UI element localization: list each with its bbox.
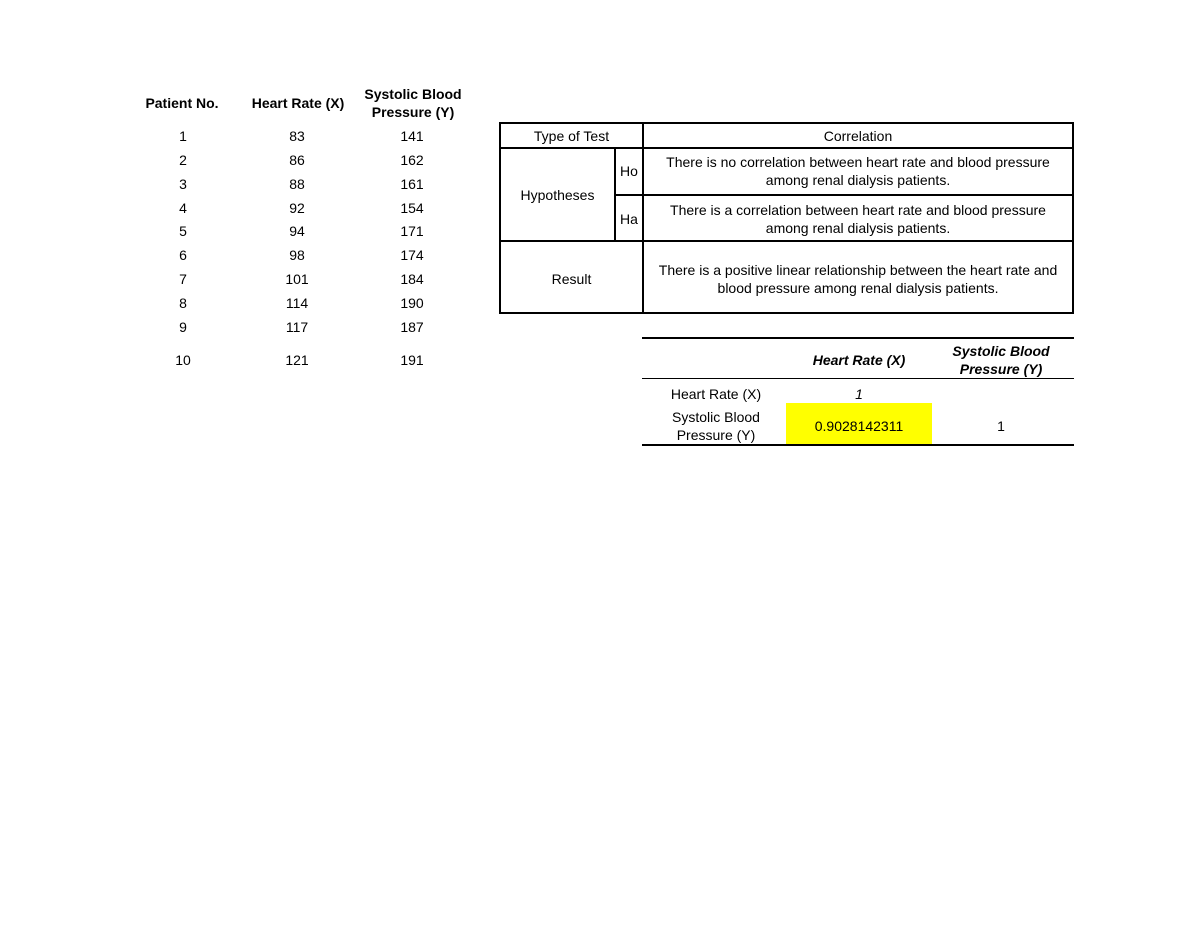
type-of-test-value: Correlation (823, 128, 893, 144)
header-systolic-bp-line2: Pressure (Y) (371, 104, 455, 120)
result-label: Result (551, 271, 592, 287)
header-patient-no: Patient No. (145, 95, 219, 111)
bp-value: 161 (400, 176, 424, 192)
divider (499, 147, 1074, 149)
patient-no: 9 (179, 319, 187, 335)
bp-value: 171 (400, 223, 424, 239)
heart-rate-value: 121 (285, 352, 309, 368)
heart-rate-value: 114 (285, 295, 309, 311)
bp-value: 174 (400, 247, 424, 263)
matrix-value-bp-bp: 1 (997, 418, 1005, 434)
bp-value: 187 (400, 319, 424, 335)
heart-rate-value: 94 (289, 223, 305, 239)
matrix-bottom-rule (642, 444, 1074, 446)
ha-label: Ha (620, 211, 638, 227)
heart-rate-value: 86 (289, 152, 305, 168)
heart-rate-value: 83 (289, 128, 305, 144)
heart-rate-value: 101 (285, 271, 309, 287)
bp-value: 154 (400, 200, 424, 216)
divider (614, 194, 1074, 196)
heart-rate-value: 117 (285, 319, 309, 335)
heart-rate-value: 88 (289, 176, 305, 192)
matrix-value-hr-hr: 1 (855, 386, 863, 402)
type-of-test-label: Type of Test (533, 128, 610, 144)
matrix-row-bp-line1: Systolic Blood (672, 409, 760, 425)
ho-text-line1: There is no correlation between heart rate and blood pressure (666, 154, 1050, 170)
result-text-line1: There is a positive linear relationship between the heart rate and (658, 262, 1058, 278)
bp-value: 190 (400, 295, 424, 311)
matrix-top-rule (642, 337, 1074, 339)
bp-value: 141 (400, 128, 424, 144)
matrix-header-rule (642, 378, 1074, 379)
bp-value: 191 (400, 352, 424, 368)
ho-label: Ho (620, 163, 638, 179)
matrix-row-bp-line2: Pressure (Y) (676, 427, 756, 443)
patient-no: 3 (179, 176, 187, 192)
header-heart-rate: Heart Rate (X) (251, 95, 345, 111)
matrix-col-bp-line2: Pressure (Y) (959, 361, 1043, 377)
patient-no: 1 (179, 128, 187, 144)
patient-no: 10 (175, 352, 191, 368)
matrix-row-heart-rate: Heart Rate (X) (670, 386, 762, 402)
ha-text-line1: There is a correlation between heart rate and blood pressure (670, 202, 1046, 218)
divider (499, 240, 1074, 242)
patient-no: 2 (179, 152, 187, 168)
header-systolic-bp-line1: Systolic Blood (364, 86, 462, 102)
matrix-value-bp-hr: 0.9028142311 (814, 418, 904, 434)
patient-no: 6 (179, 247, 187, 263)
patient-no: 5 (179, 223, 187, 239)
bp-value: 184 (400, 271, 424, 287)
patient-no: 7 (179, 271, 187, 287)
patient-no: 8 (179, 295, 187, 311)
heart-rate-value: 98 (289, 247, 305, 263)
ho-text-line2: among renal dialysis patients. (765, 172, 951, 188)
result-text-line2: blood pressure among renal dialysis patients. (717, 280, 999, 296)
bp-value: 162 (400, 152, 424, 168)
matrix-col-bp-line1: Systolic Blood (952, 343, 1050, 359)
heart-rate-value: 92 (289, 200, 305, 216)
hypotheses-label: Hypotheses (520, 187, 595, 203)
matrix-col-heart-rate: Heart Rate (X) (812, 352, 906, 368)
patient-no: 4 (179, 200, 187, 216)
ha-text-line2: among renal dialysis patients. (765, 220, 951, 236)
